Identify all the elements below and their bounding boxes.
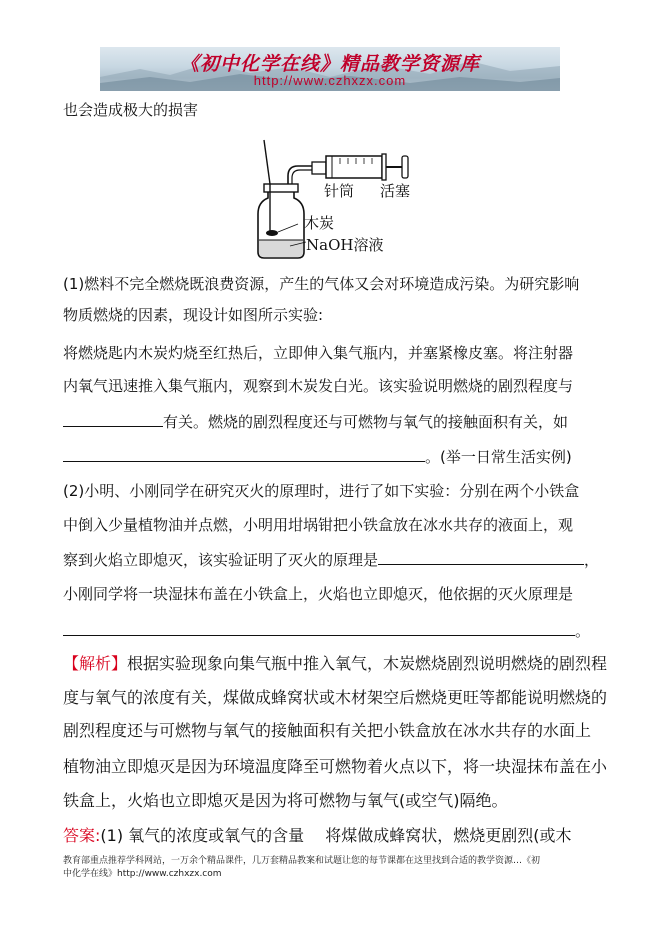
analysis-tag: 【解析】 [63, 654, 128, 673]
answer-line [63, 826, 572, 846]
label-plunger: 活塞 [380, 182, 411, 200]
footer-line: 教育部重点推荐学科网站，一万余个精品课件，几万套精品教案和试题让您的每节课都在这里找到合适的教学资源…《初 [63, 856, 541, 866]
header-banner [100, 47, 560, 91]
text-fragment: 剧烈程度还与可燃物与氧气的接触面积有关 [63, 721, 368, 740]
answer-blank[interactable] [63, 620, 575, 636]
text-line [63, 549, 599, 570]
text-line: (2)小明、小刚同学在研究灭火的原理时，进行了如下实验：分别在两个小铁盒 [63, 482, 580, 500]
text-line: 内氧气迅速推入集气瓶内，观察到木炭发白光。该实验说明燃烧的剧烈程度与 [63, 377, 574, 395]
text-line [63, 446, 572, 467]
analysis-line [63, 791, 508, 811]
text-fragment: 。 [575, 622, 591, 640]
text-fragment: 根据实验现象向集气瓶中推入氧气，木炭燃烧剧烈说明燃烧的剧烈程 [127, 654, 608, 673]
label-naoh-solution: NaOH溶液 [306, 236, 384, 254]
answer-blank[interactable] [378, 549, 584, 565]
text-line [63, 411, 568, 432]
experiment-figure [240, 136, 440, 262]
analysis-line: 度与氧气的浓度有关，煤做成蜂窝状或木材架空后燃烧更旺等都能说明燃烧的 [63, 688, 608, 707]
text-line: 将燃烧匙内木炭灼烧至红热后，立即伸入集气瓶内，并塞紧橡皮塞。将注射器 [63, 344, 574, 362]
label-charcoal: 木炭 [304, 214, 335, 232]
text-line: 物质燃烧的因素，现设计如图所示实验: [63, 306, 324, 324]
answer-text: (1) 氧气的浓度或氧气的含量 将煤做成蜂窝状，燃烧更剧烈(或木 [100, 826, 572, 845]
answer-blank[interactable] [63, 411, 163, 427]
answer-tag: 答案: [63, 826, 101, 845]
answer-blank[interactable] [63, 446, 425, 462]
text-fragment: 隔绝。 [459, 791, 508, 810]
text-fragment: (或空气) [399, 791, 460, 810]
text-fragment: ， [584, 551, 600, 569]
text-line: 小刚同学将一块湿抹布盖在小铁盒上，火焰也立即熄灭，他依据的灭火原理是 [63, 585, 574, 603]
text-fragment: 铁盒上，火焰也立即熄灭是因为将可燃物与氧气 [63, 791, 400, 810]
text-fragment: 察到火焰立即熄灭，该实验证明了灭火的原理是 [63, 551, 379, 569]
analysis-line [63, 654, 607, 674]
text-fragment: 。(举一日常生活实例) [425, 448, 572, 466]
text-line [63, 620, 590, 641]
label-syringe: 针筒 [324, 182, 355, 200]
footer-line: 中化学在线》http://www.czhxzx.com [63, 869, 222, 879]
text-line: 也会造成极大的损害 [63, 101, 199, 119]
text-line: 中倒入少量植物油并点燃，小明用坩埚钳把小铁盒放在冰水共存的液面上，观 [63, 516, 574, 534]
analysis-line [63, 721, 591, 741]
analysis-line: 植物油立即熄灭是因为环境温度降至可燃物着火点以下，将一块湿抹布盖在小 [63, 757, 608, 776]
text-line: (1)燃料不完全燃烧既浪费资源，产生的气体又会对环境造成污染。为研究影响 [63, 275, 580, 293]
banner-url[interactable]: http://www.czhxzx.com [253, 73, 407, 88]
banner-title: 《初中化学在线》精品教学资源库 [179, 53, 480, 75]
text-fragment: 把小铁盒放在冰水共存的水面上 [367, 721, 592, 740]
text-fragment: 有关。燃烧的剧烈程度还与可燃物与氧气的接触面积有关，如 [163, 413, 569, 431]
